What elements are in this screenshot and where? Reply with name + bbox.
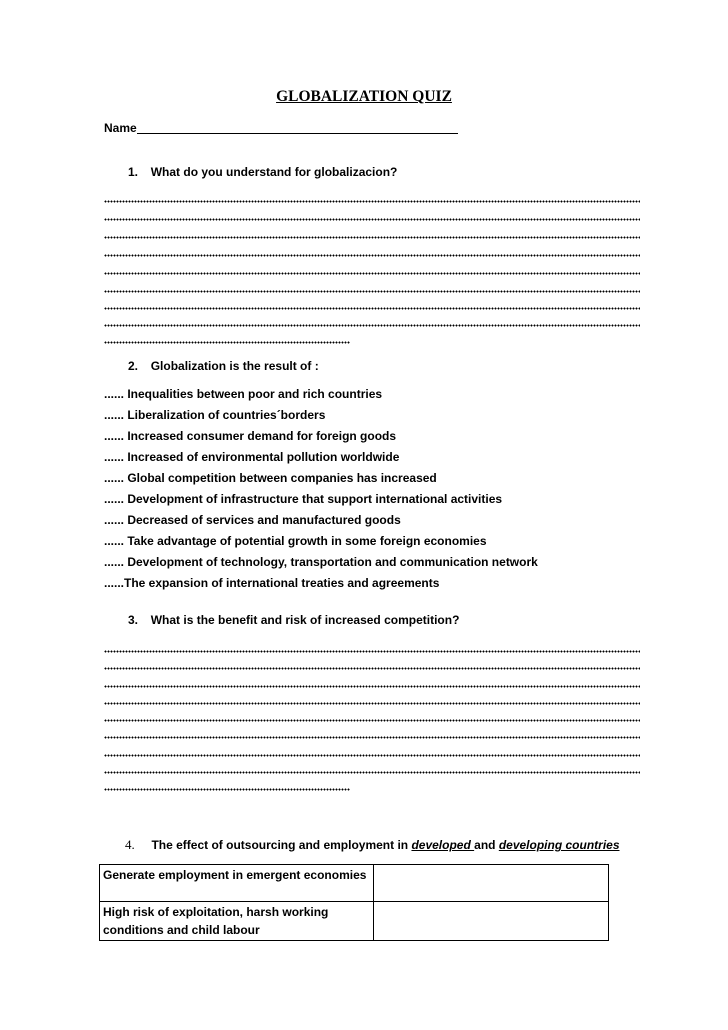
answer-line[interactable] <box>104 702 640 705</box>
question-4 <box>125 837 620 853</box>
option-item[interactable]: ...... Inequalities between poor and rich countries <box>104 387 383 401</box>
option-item[interactable]: ...... Global competition between companies has increased <box>104 471 437 485</box>
name-field[interactable] <box>137 133 458 134</box>
question-4-number: 4. <box>125 837 135 852</box>
answer-line[interactable] <box>104 236 640 239</box>
table-cell-answer[interactable] <box>374 902 609 941</box>
name-label: Name <box>104 121 137 135</box>
answer-line[interactable] <box>104 667 640 670</box>
answer-line[interactable] <box>104 324 640 327</box>
question-3-number: 3. <box>128 613 139 627</box>
option-item[interactable]: ...... Liberalization of countries´borders <box>104 408 326 422</box>
option-item[interactable]: ...... Decreased of services and manufactured goods <box>104 513 401 527</box>
and-label: and <box>474 838 499 852</box>
question-3-text: What is the benefit and risk of increased competition? <box>150 613 460 627</box>
answer-line[interactable] <box>104 307 640 310</box>
option-item[interactable]: ...... Development of technology, transportation and communication network <box>104 555 538 569</box>
question-1-text: What do you understand for globalizacion? <box>150 165 398 179</box>
answer-line[interactable] <box>104 200 640 203</box>
page-title: GLOBALIZATION QUIZ <box>276 88 452 105</box>
option-item[interactable]: ...... Increased consumer demand for foreign goods <box>104 429 397 443</box>
question-1-number: 1. <box>128 165 139 179</box>
option-item[interactable]: ...... Take advantage of potential growth in some foreign economies <box>104 534 487 548</box>
question-2-text: Globalization is the result of : <box>150 359 319 373</box>
answer-line[interactable] <box>104 685 640 688</box>
table-cell-label: High risk of exploitation, harsh working conditions and child labour <box>100 902 374 941</box>
answer-line[interactable] <box>104 719 640 722</box>
question-3 <box>128 613 459 627</box>
answer-line[interactable] <box>104 341 350 344</box>
answer-line[interactable] <box>104 218 640 221</box>
answer-line[interactable] <box>104 754 640 757</box>
answer-line[interactable] <box>104 272 640 275</box>
answer-line[interactable] <box>104 650 640 653</box>
question-2 <box>128 359 319 373</box>
table-row <box>100 865 609 902</box>
table-cell-answer[interactable] <box>374 865 609 902</box>
answer-line[interactable] <box>104 771 640 774</box>
answer-line[interactable] <box>104 254 640 257</box>
answer-line[interactable] <box>104 736 640 739</box>
question-1 <box>128 165 397 179</box>
question-4-text: The effect of outsourcing and employment in <box>151 838 412 852</box>
table-cell-label: Generate employment in emergent economies <box>100 865 374 902</box>
table-row <box>100 902 609 941</box>
outsourcing-table <box>99 864 609 941</box>
option-item[interactable]: ......The expansion of international treaties and agreements <box>104 576 440 590</box>
developed-label: developed <box>411 838 475 852</box>
developing-label: developing countries <box>498 838 620 852</box>
answer-line[interactable] <box>104 788 350 791</box>
question-2-number: 2. <box>128 359 139 373</box>
option-item[interactable]: ...... Development of infrastructure that support international activities <box>104 492 503 506</box>
answer-line[interactable] <box>104 290 640 293</box>
option-item[interactable]: ...... Increased of environmental pollution worldwide <box>104 450 400 464</box>
